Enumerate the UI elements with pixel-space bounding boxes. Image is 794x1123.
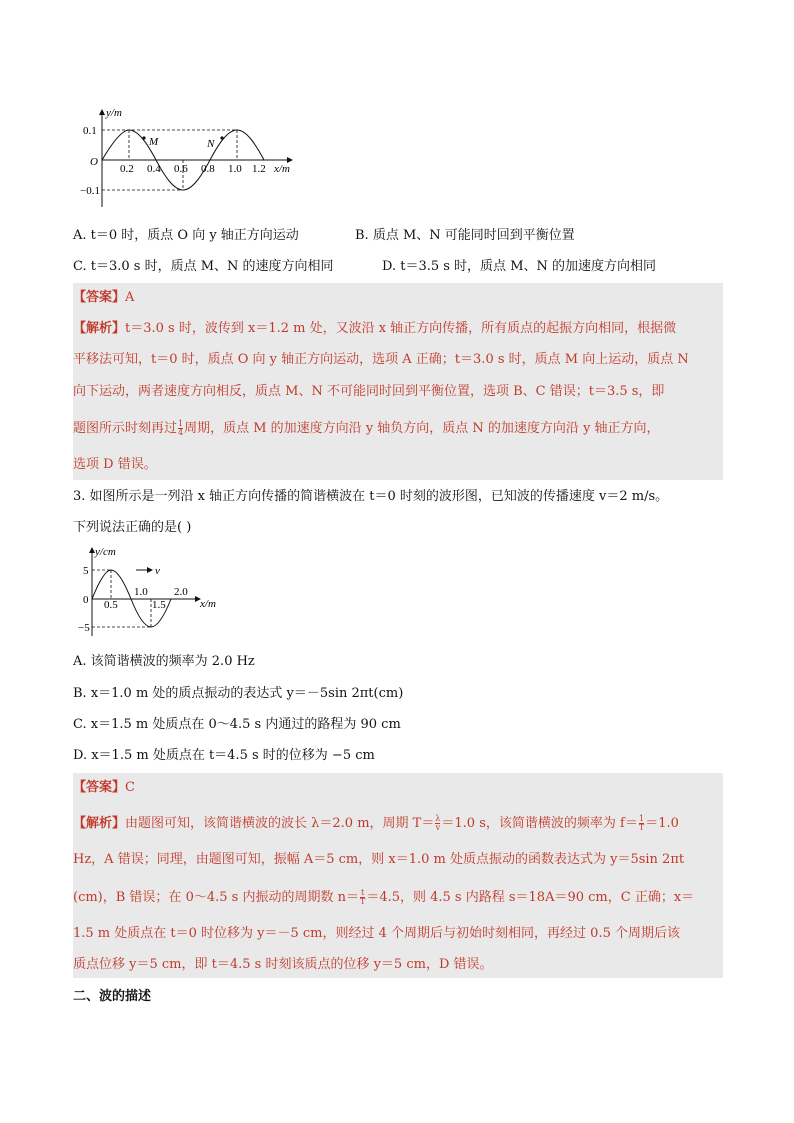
fraction: $\frac{1}{4}$ — [178, 419, 184, 437]
x-tick-label: 1.2 — [252, 163, 266, 175]
wave-figure-2 — [76, 544, 226, 639]
fraction: $\frac{\lambda}{v}$ — [435, 814, 441, 832]
answer-line — [73, 288, 134, 308]
option-a: A. t＝0 时，质点 O 向 y 轴正方向运动 — [73, 228, 299, 243]
fraction: $\frac{1}{T}$ — [638, 814, 645, 832]
x-tick-label: 0.4 — [147, 163, 161, 175]
analysis-line: 向下运动，两者速度方向相反，质点 M、N 不可能同时回到平衡位置，选项 B、C 错误；t＝3.5 s，即 — [73, 384, 665, 399]
point-n-dot — [220, 136, 223, 139]
x-tick-label: 0.8 — [201, 163, 215, 175]
wave-figure-1 — [80, 105, 300, 215]
analysis-line: 平移法可知，t＝0 时，质点 O 向 y 轴正方向运动，选项 A 正确；t＝3.0 s 时，质点 M 向上运动，质点 N — [73, 352, 689, 367]
y-axis-label: y/cm — [95, 546, 116, 558]
y-tick-label: −0.1 — [80, 185, 100, 197]
point-n-label: N — [207, 138, 215, 150]
analysis-line: 【解析】t＝3.0 s 时，波传到 x＝1.2 m 处，又波沿 x 轴正方向传播，所有质点的起振方向相同，根据微 — [73, 321, 677, 336]
analysis-line: 题图所示时刻再过 $\frac{1}{4}$ 周期，质点 M 的加速度方向沿 y 轴负方向，质点 N 的加速度方向沿 y 轴正方向， — [73, 419, 660, 437]
analysis-line: 【解析】由题图可知，该简谐横波的波长 λ＝2.0 m，周期 T＝ $\frac{\lambda}{v}$ ＝1.0 s，该简谐横波的频率为 f＝ $\frac{1}{T}$ ＝1.0 — [73, 814, 679, 832]
answer-tag: 【答案】 — [73, 290, 126, 305]
x-tick-label: 1.5 — [152, 599, 166, 611]
x-tick-label: 0.6 — [174, 163, 188, 175]
analysis-line: 1.5 m 处质点在 t＝0 时位移为 y＝－5 cm，则经过 4 个周期后与初始时刻相同，再经过 0.5 个周期后该 — [73, 926, 680, 941]
y-tick-label: −5 — [78, 622, 90, 634]
answer-box — [73, 773, 723, 978]
analysis-tag: 【解析】 — [73, 816, 126, 831]
x-tick-label: 1.0 — [134, 586, 148, 598]
question-3-stem: 3. 如图所示是一列沿 x 轴正方向传播的简谐横波在 t＝0 时刻的波形图，已知波的传播速度 v＝2 m/s。 — [73, 489, 669, 504]
analysis-line: 选项 D 错误。 — [73, 457, 157, 472]
answer-value: A — [125, 290, 135, 305]
x-tick-label: 0.5 — [104, 599, 118, 611]
x-axis-label: x/m — [274, 163, 290, 175]
analysis-line: Hz，A 错误；同理，由题图可知，振幅 A＝5 cm，则 x＝1.0 m 处质点振动的函数表达式为 y＝5sin 2πt — [73, 852, 685, 867]
option-a: A. 该简谐横波的频率为 2.0 Hz — [73, 654, 255, 669]
x-tick-label: 0.2 — [120, 163, 134, 175]
origin-label: O — [90, 156, 98, 168]
y-tick-label: 0.1 — [83, 125, 97, 137]
option-c: C. t＝3.0 s 时，质点 M、N 的速度方向相同 — [73, 259, 334, 274]
answer-value: C — [125, 780, 135, 795]
point-m-label: M — [149, 136, 159, 148]
fraction: $\frac{t}{T}$ — [359, 888, 366, 906]
option-b: B. x＝1.0 m 处的质点振动的表达式 y＝－5sin 2πt(cm) — [73, 686, 404, 701]
y-tick-label: 5 — [83, 565, 89, 577]
x-tick-label: 1.0 — [228, 163, 242, 175]
question-3-stem: 下列说法正确的是( ) — [73, 520, 192, 535]
y-axis-label: y/m — [106, 107, 122, 119]
velocity-label: v — [155, 565, 160, 577]
analysis-tag: 【解析】 — [73, 321, 126, 336]
origin-label: 0 — [83, 594, 89, 606]
section-heading: 二、波的描述 — [73, 989, 152, 1004]
x-tick-label: 2.0 — [174, 586, 188, 598]
analysis-line: 质点位移 y＝5 cm，即 t＝4.5 s 时刻该质点的位移 y＝5 cm，D 错误。 — [73, 957, 493, 972]
point-m-dot — [142, 136, 145, 139]
option-d: D. t＝3.5 s 时，质点 M、N 的加速度方向相同 — [382, 259, 657, 274]
answer-line — [73, 778, 135, 798]
analysis-line: (cm)，B 错误；在 0～4.5 s 内振动的周期数 n＝ $\frac{t}{T}$ ＝4.5，则 4.5 s 内路程 s＝18A＝90 cm，C 正确；x＝ — [73, 888, 695, 906]
answer-tag: 【答案】 — [73, 780, 126, 795]
option-b: B. 质点 M、N 可能同时回到平衡位置 — [355, 228, 575, 243]
x-axis-label: x/m — [200, 598, 216, 610]
option-d: D. x＝1.5 m 处质点在 t＝4.5 s 时的位移为 −5 cm — [73, 748, 375, 763]
option-c: C. x＝1.5 m 处质点在 0～4.5 s 内通过的路程为 90 cm — [73, 717, 401, 732]
